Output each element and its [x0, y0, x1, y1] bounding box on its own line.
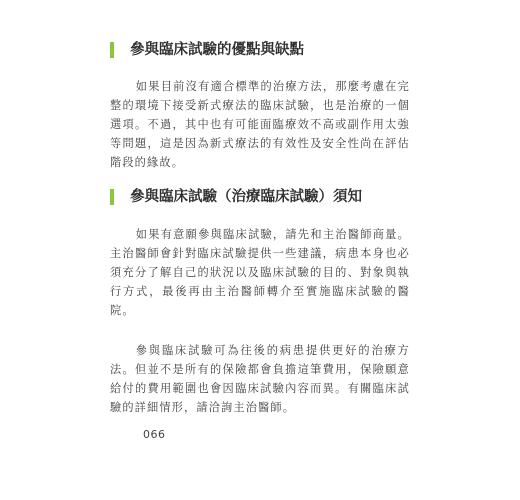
page-number: 066 — [143, 428, 166, 441]
body-paragraph: 如果目前沒有適合標準的治療方法，那麼考慮在完整的環境下接受新式療法的臨床試驗，也是治療的一個選項。不過，其中也有可能面臨療效不高或副作用太強等問題，這是因為新式療法的有效性及安全性尚在評估階段的緣故。 — [110, 80, 410, 169]
heading-text: 參與臨床試驗（治療臨床試驗）須知 — [130, 189, 362, 205]
heading-accent-bar — [110, 42, 114, 58]
heading-accent-bar — [110, 189, 114, 205]
section-participation-notes — [110, 187, 410, 417]
section-heading — [110, 40, 410, 60]
heading-text: 參與臨床試驗的優點與缺點 — [130, 42, 304, 58]
section-pros-cons — [110, 40, 410, 172]
section-heading — [110, 187, 410, 207]
body-paragraph: 如果有意願參與臨床試驗，請先和主治醫師商量。主治醫師會針對臨床試驗提供一些建議，病患本身也必須充分了解自己的狀況以及臨床試驗的目的、對象與執行方式，最後再由主治醫師轉介至實施臨床試驗的醫院。 — [110, 228, 410, 317]
body-paragraph: 參與臨床試驗可為往後的病患提供更好的治療方法。但並不是所有的保險都會負擔這筆費用，保險願意給付的費用範圍也會因臨床試驗內容而異。有關臨床試驗的詳細情形，請洽詢主治醫師。 — [110, 344, 410, 414]
